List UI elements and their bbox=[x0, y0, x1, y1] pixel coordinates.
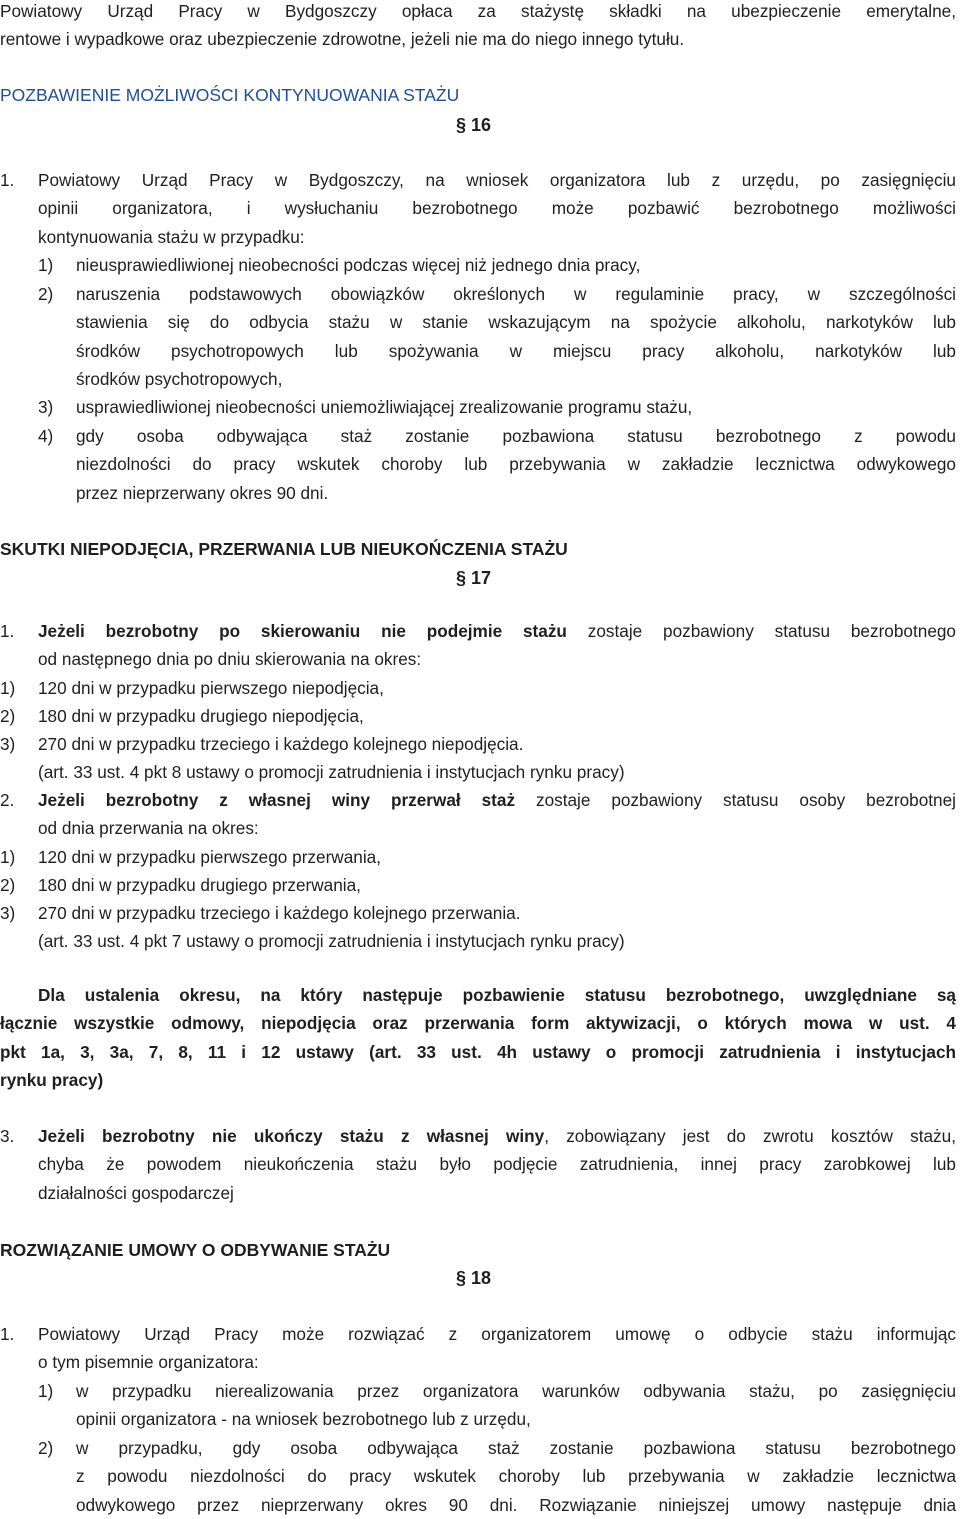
paragraph-label: 2. bbox=[0, 790, 15, 810]
text-line: opinii organizatora, i wysłuchaniu bezrobotnego może pozbawić bezrobotnego możliwości bbox=[38, 198, 956, 219]
text-line: chyba że powodem nieukończenia stażu było podjęcie zatrudnienia, innej pracy zarobkowej lub bbox=[38, 1154, 956, 1175]
text-line: stawienia się do odbycia stażu w stanie wskazującym na spożycie alkoholu, narkotyków lub bbox=[76, 312, 956, 333]
list-item-text: 180 dni w przypadku drugiego przerwania, bbox=[38, 875, 361, 895]
list-number: 1) bbox=[38, 1381, 54, 1401]
paragraph-text bbox=[38, 1122, 956, 1207]
list-item-text: 120 dni w przypadku pierwszego niepodjęcia, bbox=[38, 678, 384, 698]
text-span: zostaje pozbawiony statusu bezrobotnego bbox=[566, 621, 956, 641]
paragraph-text bbox=[38, 166, 956, 251]
list-number: 3) bbox=[38, 397, 54, 417]
list-number: 2) bbox=[0, 706, 16, 726]
list-number: 1) bbox=[38, 255, 54, 275]
text-line: środków psychotropowych, bbox=[76, 368, 283, 389]
list-number: 1) bbox=[0, 847, 16, 867]
text-line: z powodu niezdolności do pracy wskutek choroby lub przebywania w zakładzie lecznictwa bbox=[76, 1466, 956, 1487]
list-number: 1) bbox=[0, 678, 16, 698]
list-item-text bbox=[76, 280, 956, 393]
section-heading: ROZWIĄZANIE UMOWY O ODBYWANIE STAŻU bbox=[0, 1240, 391, 1260]
paragraph-label: 3. bbox=[0, 1126, 15, 1146]
list-item-text: 270 dni w przypadku trzeciego i każdego kolejnego przerwania. bbox=[38, 903, 521, 923]
text-span: , zobowiązany jest do zwrotu kosztów stażu, bbox=[544, 1126, 956, 1146]
text-line: łącznie wszystkie odmowy, niepodjęcia oraz przerwania form aktywizacji, o których mowa w ust. 4 bbox=[0, 1013, 956, 1034]
list-number: 2) bbox=[0, 875, 16, 895]
list-number: 2) bbox=[38, 1438, 54, 1458]
text-line: odwykowego przez nieprzerwany okres 90 dni. Rozwiązanie niniejszej umowy następuje dnia bbox=[76, 1494, 956, 1515]
list-item-text bbox=[76, 393, 956, 421]
list-item-text: 270 dni w przypadku trzeciego i każdego kolejnego niepodjęcia. bbox=[38, 734, 524, 754]
text-line: naruszenia podstawowych obowiązków określonych w regulaminie pracy, w szczególności bbox=[76, 284, 956, 304]
text-line: niezdolności do pracy wskutek choroby lub przebywania w zakładzie lecznictwa odwykowego bbox=[76, 454, 956, 475]
list-item-text bbox=[76, 1434, 956, 1519]
list-item-text bbox=[76, 251, 956, 279]
paragraph-label: 1. bbox=[0, 1324, 15, 1344]
text-line: środków psychotropowych lub spożywania w miejscu pracy alkoholu, narkotyków lub bbox=[76, 340, 956, 361]
text-line bbox=[38, 617, 956, 645]
text-line: od dnia przerwania na okres: bbox=[38, 818, 259, 839]
bold-phrase: Jeżeli bezrobotny po skierowaniu nie podejmie stażu bbox=[38, 621, 567, 641]
list-number: 3) bbox=[0, 734, 16, 754]
text-line: pkt 1a, 3, 3a, 7, 8, 11 i 12 ustawy (art. 33 ust. 4h ustawy o promocji zatrudnienia i instytucjach bbox=[0, 1041, 956, 1062]
text-line: usprawiedliwionej nieobecności uniemożliwiającej zrealizowanie programu stażu, bbox=[76, 397, 693, 417]
section-heading: POZBAWIENIE MOŻLIWOŚCI KONTYNUOWANIA STAŻU bbox=[0, 85, 460, 105]
text-line: Dla ustalenia okresu, na który następuje pozbawienie statusu bezrobotnego, uwzględniane są bbox=[38, 985, 956, 1005]
list-number: 4) bbox=[38, 426, 54, 446]
paragraph-number: § 17 bbox=[456, 568, 492, 588]
text-line: Powiatowy Urząd Pracy w Bydgoszczy, na wniosek organizatora lub z urzędu, po zasięgnięciu bbox=[38, 170, 956, 190]
text-line: Powiatowy Urząd Pracy w Bydgoszczy opłaca za stażystę składki na ubezpieczenie emerytalne, bbox=[0, 1, 956, 21]
text-line: działalności gospodarczej bbox=[38, 1182, 234, 1203]
paragraph-label: 1. bbox=[0, 170, 15, 190]
text-line: o tym pisemnie organizatora: bbox=[38, 1352, 259, 1373]
text-line bbox=[38, 1122, 956, 1150]
list-number: 3) bbox=[0, 903, 16, 923]
text-line: Powiatowy Urząd Pracy może rozwiązać z organizatorem umowę o odbycie stażu informując bbox=[38, 1324, 956, 1344]
list-item-text: 120 dni w przypadku pierwszego przerwania, bbox=[38, 847, 381, 867]
paragraph-number: § 18 bbox=[456, 1268, 492, 1288]
text-line: w przypadku, gdy osoba odbywająca staż zostanie pozbawiona statusu bezrobotnego bbox=[76, 1438, 956, 1458]
list-item-text bbox=[76, 422, 956, 507]
text-line: przez nieprzerwany okres 90 dni. bbox=[76, 482, 329, 503]
paragraph-label: 1. bbox=[0, 621, 15, 641]
list-item-text bbox=[76, 1377, 956, 1434]
section-heading: SKUTKI NIEPODJĘCIA, PRZERWANIA LUB NIEUKOŃCZENIA STAŻU bbox=[0, 539, 568, 559]
bold-note bbox=[0, 981, 956, 1094]
text-line: od następnego dnia po dniu skierowania na okres: bbox=[38, 649, 422, 670]
text-line: nieusprawiedliwionej nieobecności podczas więcej niż jednego dnia pracy, bbox=[76, 255, 641, 275]
text-line bbox=[38, 786, 956, 814]
text-span: zostaje pozbawiony statusu osoby bezrobotnej bbox=[515, 790, 956, 810]
list-number: 2) bbox=[38, 284, 54, 304]
legal-reference: (art. 33 ust. 4 pkt 8 ustawy o promocji zatrudnienia i instytucjach rynku pracy) bbox=[38, 762, 625, 782]
paragraph-text bbox=[38, 1320, 956, 1377]
text-line: gdy osoba odbywająca staż zostanie pozbawiona statusu bezrobotnego z powodu bbox=[76, 426, 956, 446]
legal-reference: (art. 33 ust. 4 pkt 7 ustawy o promocji zatrudnienia i instytucjach rynku pracy) bbox=[38, 931, 625, 951]
paragraph-text bbox=[38, 617, 956, 674]
text-line: kontynuowania stażu w przypadku: bbox=[38, 226, 305, 247]
text-line: rynku pracy) bbox=[0, 1069, 104, 1090]
intro-paragraph bbox=[0, 0, 956, 54]
paragraph-text bbox=[38, 786, 956, 843]
bold-phrase: Jeżeli bezrobotny z własnej winy przerwał staż bbox=[38, 790, 516, 810]
text-line: w przypadku nierealizowania przez organizatora warunków odbywania stażu, po zasięgnięciu bbox=[76, 1381, 956, 1401]
paragraph-number: § 16 bbox=[456, 115, 492, 135]
list-item-text: 180 dni w przypadku drugiego niepodjęcia, bbox=[38, 706, 364, 726]
text-line: rentowe i wypadkowe oraz ubezpieczenie zdrowotne, jeżeli nie ma do niego innego tytułu. bbox=[0, 29, 685, 50]
bold-phrase: Jeżeli bezrobotny nie ukończy stażu z własnej winy bbox=[38, 1126, 545, 1146]
text-line: opinii organizatora - na wniosek bezrobotnego lub z urzędu, bbox=[76, 1409, 531, 1430]
